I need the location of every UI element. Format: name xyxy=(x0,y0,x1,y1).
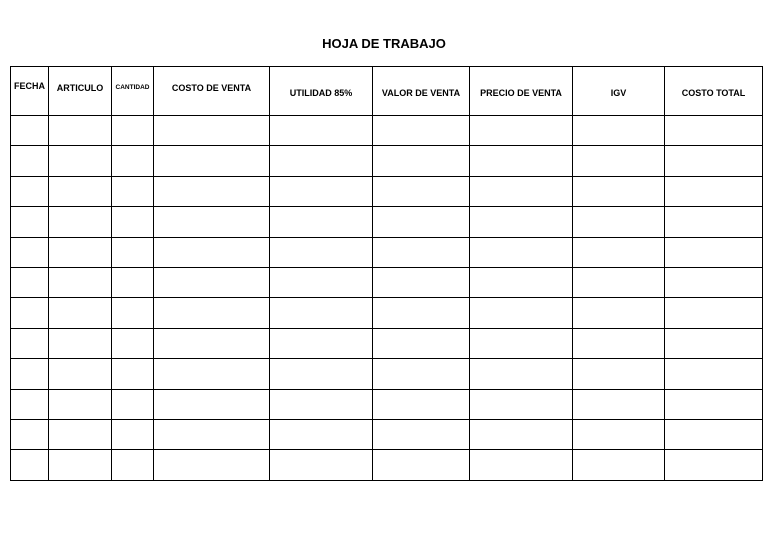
table-cell xyxy=(573,419,665,449)
table-cell xyxy=(11,146,49,176)
table-cell xyxy=(573,328,665,358)
table-cell xyxy=(665,419,763,449)
column-header-precio-de-venta xyxy=(470,67,573,116)
table-cell xyxy=(11,237,49,267)
table-cell xyxy=(11,176,49,206)
table-cell xyxy=(373,328,470,358)
table-cell xyxy=(470,419,573,449)
table-cell xyxy=(573,267,665,297)
table-cell xyxy=(112,237,154,267)
table-cell xyxy=(11,389,49,419)
table-cell xyxy=(373,146,470,176)
table-cell xyxy=(573,450,665,480)
table-cell xyxy=(154,359,270,389)
table-cell xyxy=(470,116,573,146)
column-header-label: VALOR DE VENTA xyxy=(381,88,461,98)
column-header-utilidad xyxy=(270,67,373,116)
table-cell xyxy=(470,389,573,419)
table-cell xyxy=(373,237,470,267)
table-row xyxy=(11,389,763,419)
table-cell xyxy=(470,146,573,176)
table-cell xyxy=(49,116,112,146)
column-header-label: CANTIDAD xyxy=(115,84,150,91)
table-cell xyxy=(11,328,49,358)
table-cell xyxy=(470,450,573,480)
table-row xyxy=(11,450,763,480)
table-cell xyxy=(270,116,373,146)
table-row xyxy=(11,176,763,206)
table-cell xyxy=(573,207,665,237)
table-cell xyxy=(270,267,373,297)
table-row xyxy=(11,237,763,267)
table-cell xyxy=(49,146,112,176)
table-cell xyxy=(665,267,763,297)
table-cell xyxy=(665,450,763,480)
table-cell xyxy=(373,267,470,297)
table-row xyxy=(11,419,763,449)
table-cell xyxy=(49,389,112,419)
table-cell xyxy=(112,298,154,328)
header-row xyxy=(11,67,763,116)
table-cell xyxy=(665,207,763,237)
table-cell xyxy=(373,207,470,237)
column-header-articulo xyxy=(49,67,112,116)
table-row xyxy=(11,146,763,176)
table-cell xyxy=(154,237,270,267)
table-cell xyxy=(470,298,573,328)
table-cell xyxy=(270,450,373,480)
table-cell xyxy=(470,207,573,237)
table-cell xyxy=(11,207,49,237)
worksheet-table xyxy=(10,66,763,481)
table-cell xyxy=(11,419,49,449)
table-row xyxy=(11,207,763,237)
table-cell xyxy=(11,298,49,328)
table-cell xyxy=(270,176,373,206)
table-cell xyxy=(373,298,470,328)
table-cell xyxy=(373,450,470,480)
table-cell xyxy=(573,176,665,206)
table-cell xyxy=(49,176,112,206)
table-cell xyxy=(154,389,270,419)
column-header-fecha xyxy=(11,67,49,116)
table-cell xyxy=(373,116,470,146)
table-cell xyxy=(112,389,154,419)
table-cell xyxy=(665,298,763,328)
table-cell xyxy=(665,328,763,358)
table-cell xyxy=(49,237,112,267)
table-cell xyxy=(154,298,270,328)
table-cell xyxy=(154,176,270,206)
table-cell xyxy=(112,267,154,297)
table-cell xyxy=(270,207,373,237)
table-cell xyxy=(373,176,470,206)
table-cell xyxy=(11,116,49,146)
table-cell xyxy=(470,359,573,389)
table-cell xyxy=(49,328,112,358)
table-cell xyxy=(665,176,763,206)
table-cell xyxy=(112,328,154,358)
table-cell xyxy=(270,389,373,419)
table-cell xyxy=(112,146,154,176)
column-header-igv xyxy=(573,67,665,116)
table-cell xyxy=(154,116,270,146)
table-cell xyxy=(470,267,573,297)
table-cell xyxy=(665,389,763,419)
table-cell xyxy=(11,450,49,480)
table-cell xyxy=(154,146,270,176)
table-cell xyxy=(573,116,665,146)
column-header-label: FECHA xyxy=(14,81,45,91)
column-header-costo-total xyxy=(665,67,763,116)
table-cell xyxy=(573,237,665,267)
column-header-valor-de-venta xyxy=(373,67,470,116)
table-cell xyxy=(112,116,154,146)
table-cell xyxy=(270,419,373,449)
table-cell xyxy=(154,419,270,449)
table-cell xyxy=(154,207,270,237)
table-cell xyxy=(270,359,373,389)
column-header-label: COSTO DE VENTA xyxy=(171,83,252,93)
table-cell xyxy=(112,359,154,389)
table-cell xyxy=(112,176,154,206)
table-cell xyxy=(470,176,573,206)
table-cell xyxy=(470,328,573,358)
table-row xyxy=(11,328,763,358)
table-cell xyxy=(270,237,373,267)
table-cell xyxy=(665,237,763,267)
table-cell xyxy=(49,267,112,297)
table-cell xyxy=(154,450,270,480)
table-cell xyxy=(665,359,763,389)
table-cell xyxy=(270,298,373,328)
column-header-label: PRECIO DE VENTA xyxy=(480,88,562,98)
table-cell xyxy=(154,267,270,297)
table-cell xyxy=(112,450,154,480)
table-cell xyxy=(154,328,270,358)
column-header-costo-de-venta xyxy=(154,67,270,116)
table-row xyxy=(11,298,763,328)
table-cell xyxy=(373,359,470,389)
table-cell xyxy=(49,359,112,389)
table-cell xyxy=(112,419,154,449)
table-cell xyxy=(49,207,112,237)
column-header-cantidad xyxy=(112,67,154,116)
table-cell xyxy=(270,146,373,176)
table-cell xyxy=(573,298,665,328)
table-cell xyxy=(665,116,763,146)
table-cell xyxy=(470,237,573,267)
table-cell xyxy=(665,146,763,176)
table-row xyxy=(11,116,763,146)
table-cell xyxy=(373,389,470,419)
table-cell xyxy=(49,298,112,328)
column-header-label: IGV xyxy=(610,88,627,98)
table-row xyxy=(11,267,763,297)
table-cell xyxy=(11,359,49,389)
table-cell xyxy=(573,359,665,389)
table-cell xyxy=(573,389,665,419)
table-cell xyxy=(11,267,49,297)
table-cell xyxy=(112,207,154,237)
page-title: HOJA DE TRABAJO xyxy=(322,36,446,51)
column-header-label: ARTICULO xyxy=(56,83,104,93)
table-cell xyxy=(49,450,112,480)
column-header-label: UTILIDAD 85% xyxy=(289,88,353,98)
table-cell xyxy=(270,328,373,358)
table-cell xyxy=(573,146,665,176)
table-cell xyxy=(373,419,470,449)
table-cell xyxy=(49,419,112,449)
column-header-label: COSTO TOTAL xyxy=(681,88,746,98)
table-row xyxy=(11,359,763,389)
